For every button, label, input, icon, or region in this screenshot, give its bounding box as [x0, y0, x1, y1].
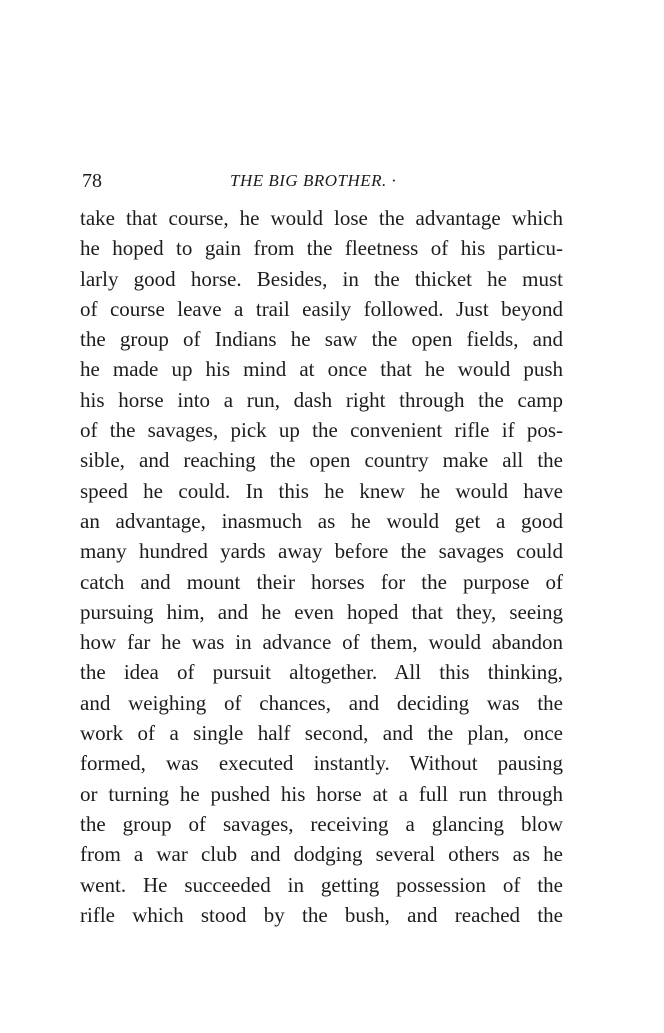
text-line: or turning he pushed his horse at a full run through [80, 781, 563, 806]
text-line: of the savages, pick up the convenient rifle if pos- [80, 418, 563, 443]
text-line: catch and mount their horses for the purpose of [80, 569, 563, 594]
text-line: an advantage, inasmuch as he would get a good [80, 508, 563, 533]
running-title: THE BIG BROTHER. · [230, 171, 397, 190]
text-line: his horse into a run, dash right through the camp [80, 387, 563, 412]
text-line: and weighing of chances, and deciding was the [80, 690, 563, 715]
text-line: he made up his mind at once that he would push [80, 357, 563, 382]
text-line: went. He succeeded in getting possession of the [80, 872, 563, 897]
text-line: from a war club and dodging several others as he [80, 842, 563, 867]
body-text [80, 203, 563, 930]
page-number: 78 [82, 170, 102, 192]
text-line: formed, was executed instantly. Without pausing [80, 751, 563, 776]
text-line: the group of Indians he saw the open fields, and [80, 327, 563, 352]
text-line: of course leave a trail easily followed. Just beyond [80, 296, 563, 321]
text-line: speed he could. In this he knew he would have [80, 478, 563, 503]
text-line: larly good horse. Besides, in the thicket he must [80, 266, 563, 291]
text-line: rifle which stood by the bush, and reached the [80, 902, 563, 927]
text-line: many hundred yards away before the savages could [80, 539, 563, 564]
text-line: take that course, he would lose the advantage which [80, 206, 563, 230]
running-head [82, 167, 562, 195]
text-line: he hoped to gain from the fleetness of his particu- [80, 236, 563, 261]
text-line: pursuing him, and he even hoped that they, seeing [80, 599, 563, 624]
text-line: work of a single half second, and the plan, once [80, 721, 563, 746]
text-line: the idea of pursuit altogether. All this thinking, [80, 660, 563, 685]
text-line: how far he was in advance of them, would abandon [80, 630, 563, 655]
text-line: sible, and reaching the open country make all the [80, 448, 563, 473]
text-line: the group of savages, receiving a glancing blow [80, 811, 563, 836]
